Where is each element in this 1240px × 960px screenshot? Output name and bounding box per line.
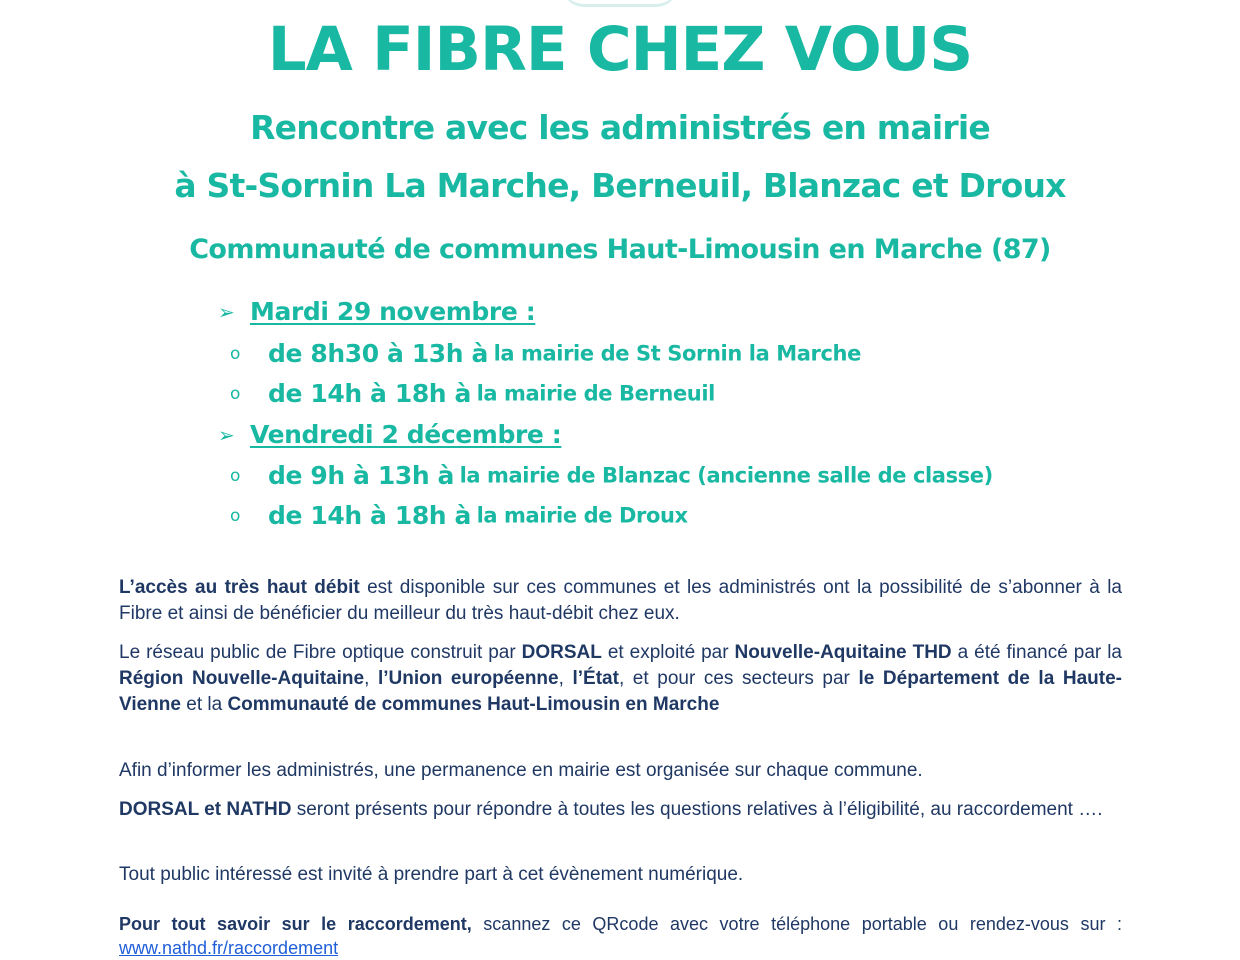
paragraph-text: Le réseau public de Fibre optique construit par bbox=[119, 642, 522, 663]
schedule-slot bbox=[230, 461, 993, 495]
paragraph-text: a été financé par la bbox=[951, 642, 1122, 663]
bold-phrase: Pour tout savoir sur le raccordement, bbox=[119, 914, 472, 934]
paragraph-text: , bbox=[364, 668, 378, 689]
page-title: LA FIBRE CHEZ VOUS bbox=[267, 14, 973, 85]
arrow-bullet-icon: ➢ bbox=[218, 422, 235, 447]
raccordement-link[interactable]: www.nathd.fr/raccordement bbox=[119, 938, 339, 958]
bold-community: Communauté de communes Haut-Limousin en Marche bbox=[227, 694, 720, 715]
paragraph-network bbox=[119, 640, 1122, 718]
schedule-slot bbox=[230, 501, 688, 535]
paragraph-access bbox=[119, 575, 1122, 627]
schedule-slot bbox=[230, 379, 715, 413]
paragraph-presence bbox=[119, 797, 1122, 823]
bold-region: Région Nouvelle-Aquitaine bbox=[119, 668, 365, 689]
paragraph-text: , bbox=[558, 668, 573, 689]
slot-place: la mairie de St Sornin la Marche bbox=[493, 341, 861, 366]
bold-department: le Département de la Haute-Vienne bbox=[119, 668, 1122, 715]
bold-eu: l’Union européenne bbox=[377, 668, 559, 689]
slot-time: de 14h à 18h à bbox=[268, 501, 471, 530]
paragraph-connection bbox=[119, 912, 1122, 960]
paragraph-invitation: Tout public intéressé est invité à prendre part à cet évènement numérique. bbox=[119, 864, 744, 885]
schedule-day-2 bbox=[218, 420, 561, 454]
slot-place: la mairie de Droux bbox=[476, 503, 688, 528]
slot-place: la mairie de Berneuil bbox=[476, 381, 715, 406]
schedule-slot bbox=[230, 339, 861, 373]
slot-time: de 14h à 18h à bbox=[268, 379, 471, 408]
subtitle-community: Communauté de communes Haut-Limousin en Marche (87) bbox=[189, 234, 1051, 265]
circle-bullet-icon: o bbox=[230, 505, 241, 526]
paragraph-permanence: Afin d’informer les administrés, une permanence en mairie est organisée sur chaque commune. bbox=[119, 760, 923, 781]
paragraph-text: est disponible sur ces communes et les administrés ont la possibilité de s’abonner à la Fibre et ainsi de bénéficier du meilleur du très haut-débit chez eux. bbox=[119, 577, 1122, 624]
circle-bullet-icon: o bbox=[230, 343, 241, 364]
bold-state: l’État bbox=[572, 668, 619, 689]
circle-bullet-icon: o bbox=[230, 465, 241, 486]
circle-bullet-icon: o bbox=[230, 383, 241, 404]
schedule-day-1 bbox=[218, 297, 535, 331]
day-label: Mardi 29 novembre : bbox=[250, 297, 536, 326]
subtitle-communes: à St-Sornin La Marche, Berneuil, Blanzac et Droux bbox=[174, 166, 1066, 205]
bold-phrase: DORSAL et NATHD bbox=[119, 799, 292, 820]
day-label: Vendredi 2 décembre : bbox=[250, 420, 562, 449]
slot-time: de 8h30 à 13h à bbox=[268, 339, 488, 368]
slot-time: de 9h à 13h à bbox=[268, 461, 454, 490]
bold-nathd: Nouvelle-Aquitaine THD bbox=[734, 642, 952, 663]
paragraph-text: seront présents pour répondre à toutes les questions relatives à l’éligibilité, au raccordement …. bbox=[291, 799, 1103, 820]
bold-phrase: L’accès au très haut débit bbox=[119, 577, 360, 598]
arrow-bullet-icon: ➢ bbox=[218, 299, 235, 324]
paragraph-text: et la bbox=[180, 694, 228, 715]
paragraph-text: , et pour ces secteurs par bbox=[618, 668, 859, 689]
subtitle-meeting: Rencontre avec les administrés en mairie bbox=[250, 108, 990, 147]
paragraph-text: scannez ce QRcode avec votre téléphone portable ou rendez-vous sur : bbox=[471, 914, 1122, 934]
slot-place: la mairie de Blanzac (ancienne salle de classe) bbox=[459, 463, 993, 488]
paragraph-text: et exploité par bbox=[601, 642, 735, 663]
bold-dorsal: DORSAL bbox=[521, 642, 602, 663]
